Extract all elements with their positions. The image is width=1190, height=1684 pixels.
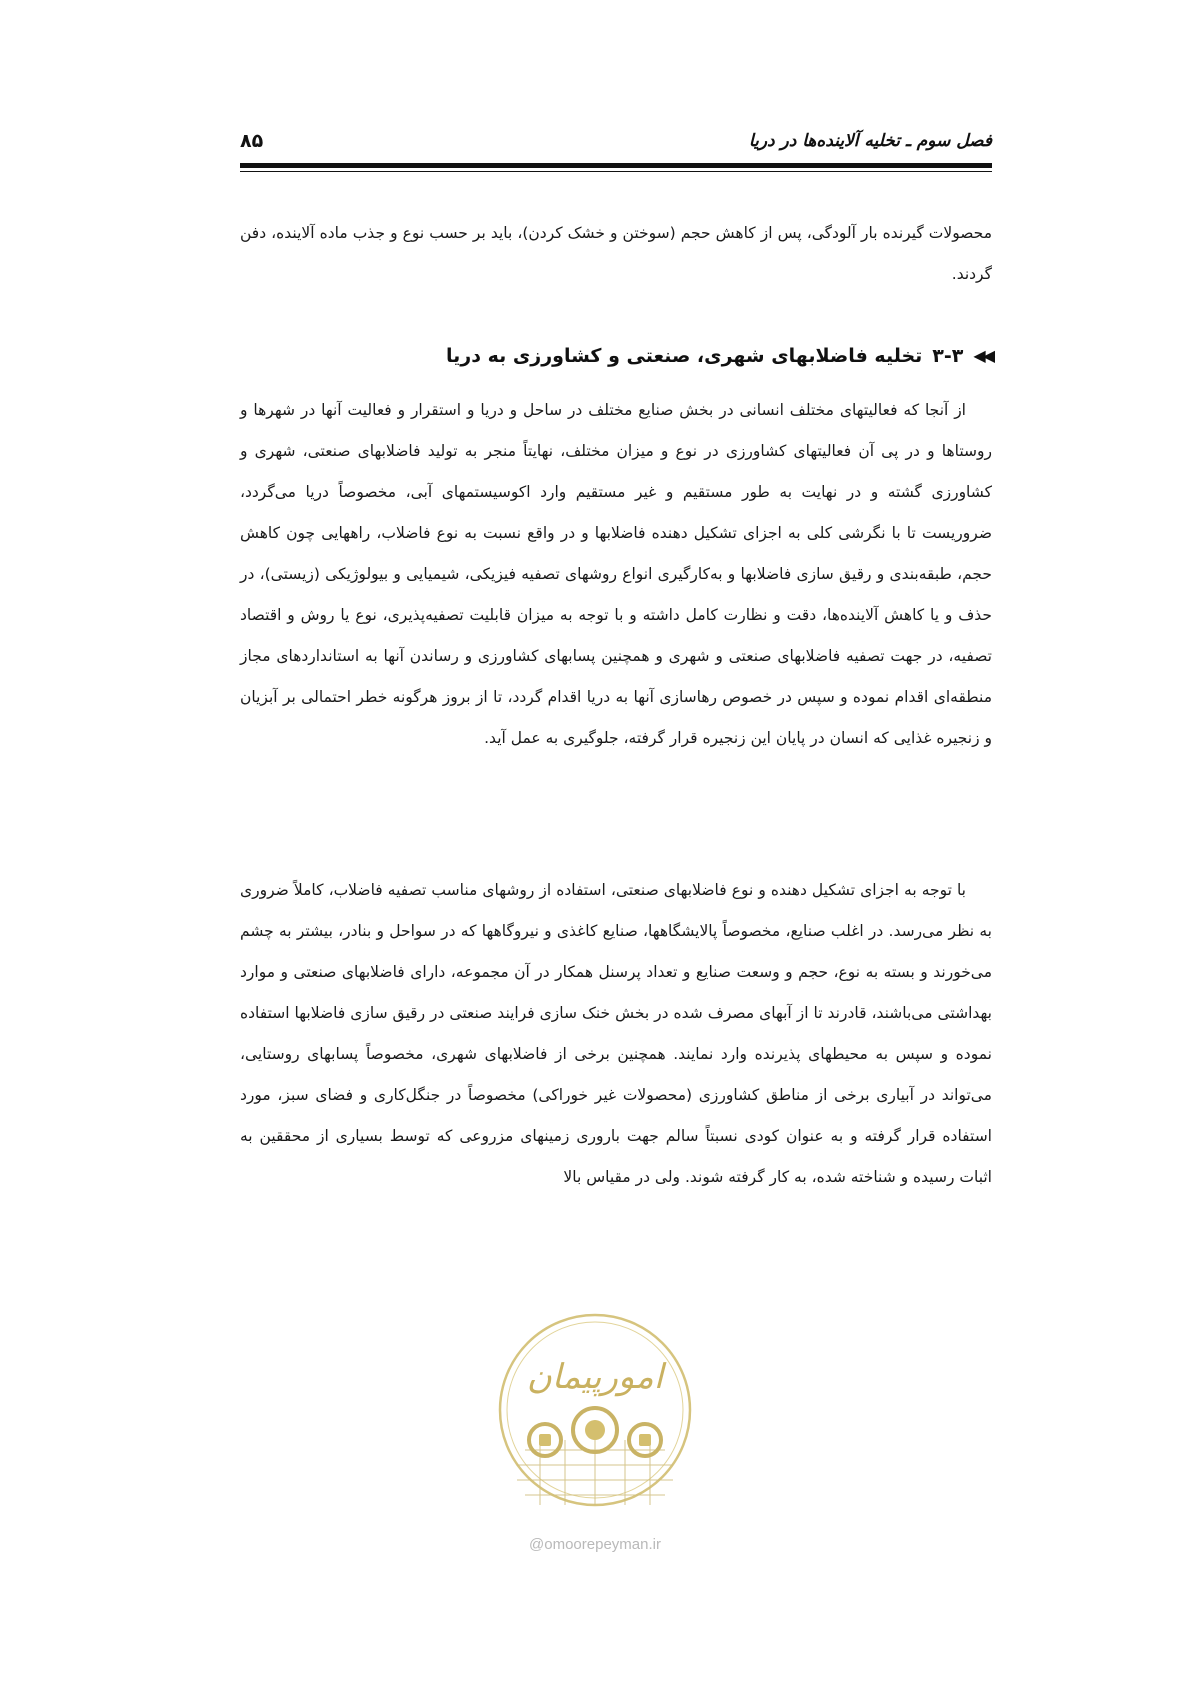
running-header <box>240 128 992 158</box>
body-paragraph-1: از آنجا که فعالیتهای مختلف انسانی در بخش صنایع مختلف در ساحل و دریا و استقرار و فعالیت آنها در شهرها و روستاها و در پی آن فعالیتهای کشاورزی در نوع و میزان مختلف، نهایتاً منجر به تولید فاضلابهای صنعتی، شهری و کشاورزی گشته و در نهایت به طور مستقیم و غیر مستقیم وارد اکوسیستمهای آبی، مخصوصاً دریا می‌گردد، ضروریست تا با نگرشی کلی به اجزای تشکیل دهنده فاضلابها و در واقع نسبت به نوع فاضلاب، راههایی چون کاهش حجم، طبقه‌بندی و رقیق سازی فاضلابها و به‌کارگیری انواع روشهای تصفیه فیزیکی، شیمیایی و بیولوژیکی (زیستی)، در حذف و یا کاهش آلاینده‌ها، دقت و نظارت کامل داشته و با توجه به میزان قابلیت تصفیه‌پذیری، نوع یا روش و اقتصاد تصفیه، در جهت تصفیه فاضلابهای صنعتی و شهری و همچنین پسابهای کشاورزی و رساندن آنها به استانداردهای مجاز منطقه‌ای اقدام نموده و سپس در خصوص رهاسازی آنها به دریا اقدام گردد، تا از بروز هرگونه خطر احتمالی بر آبزیان و زنجیره غذایی که انسان در پایان این زنجیره قرار گرفته، جلوگیری به عمل آید. <box>240 401 992 747</box>
watermark-logo-icon <box>495 1300 695 1530</box>
section-title: تخلیه فاضلابهای شهری، صنعتی و کشاورزی به دریا <box>446 345 923 367</box>
svg-text:امورپیمان: امورپیمان <box>526 1357 664 1397</box>
watermark-logo <box>495 1300 695 1530</box>
running-title: فصل سوم ـ تخلیه آلاینده‌ها در دریا <box>748 131 992 151</box>
intro-paragraph: محصولات گیرنده بار آلودگی، پس از کاهش حجم (سوختن و خشک کردن)، باید بر حسب نوع و جذب ماده آلاینده، دفن گردند. <box>240 224 992 283</box>
page-number: ۸۵ <box>240 130 264 152</box>
body-paragraph-2: با توجه به اجزای تشکیل دهنده و نوع فاضلابهای صنعتی، استفاده از روشهای مناسب تصفیه فاضلاب، کاملاً ضروری به نظر می‌رسد. در اغلب صنایع، مخصوصاً پالایشگاهها، صنایع کاغذی و نیروگاهها که در سواحل و بنادر، بیشتر به چشم می‌خورند و بسته به نوع، حجم و وسعت صنایع و تعداد پرسنل همکار در آن مجموعه، دارای فاضلابهای صنعتی و موارد بهداشتی می‌باشند، قادرند تا از آبهای مصرف شده در بخش خنک سازی فرایند صنعتی در رقیق سازی فاضلابها استفاده نموده و سپس به محیطهای پذیرنده وارد نمایند. همچنین برخی از فاضلابهای شهری، مخصوصاً پسابهای روستایی، می‌تواند در آبیاری برخی از مناطق کشاورزی (محصولات غیر خوراکی) مخصوصاً در جنگل‌کاری و فضای سبز، مورد استفاده قرار گرفته و به عنوان کودی نسبتاً سالم جهت باروری زمینهای مزروعی که توسط بسیاری از محققین به اثبات رسیده و شناخته شده، به کار گرفته شوند. ولی در مقیاس بالا <box>240 881 992 1186</box>
section-number: ۳-۳ <box>932 345 964 367</box>
header-rule-thick <box>240 163 992 168</box>
watermark-url: @omoorepeyman.ir <box>529 1536 661 1553</box>
section-heading <box>240 339 992 373</box>
section-marker-icon: ◀◀ <box>973 346 992 365</box>
header-rule-thin <box>240 171 992 172</box>
